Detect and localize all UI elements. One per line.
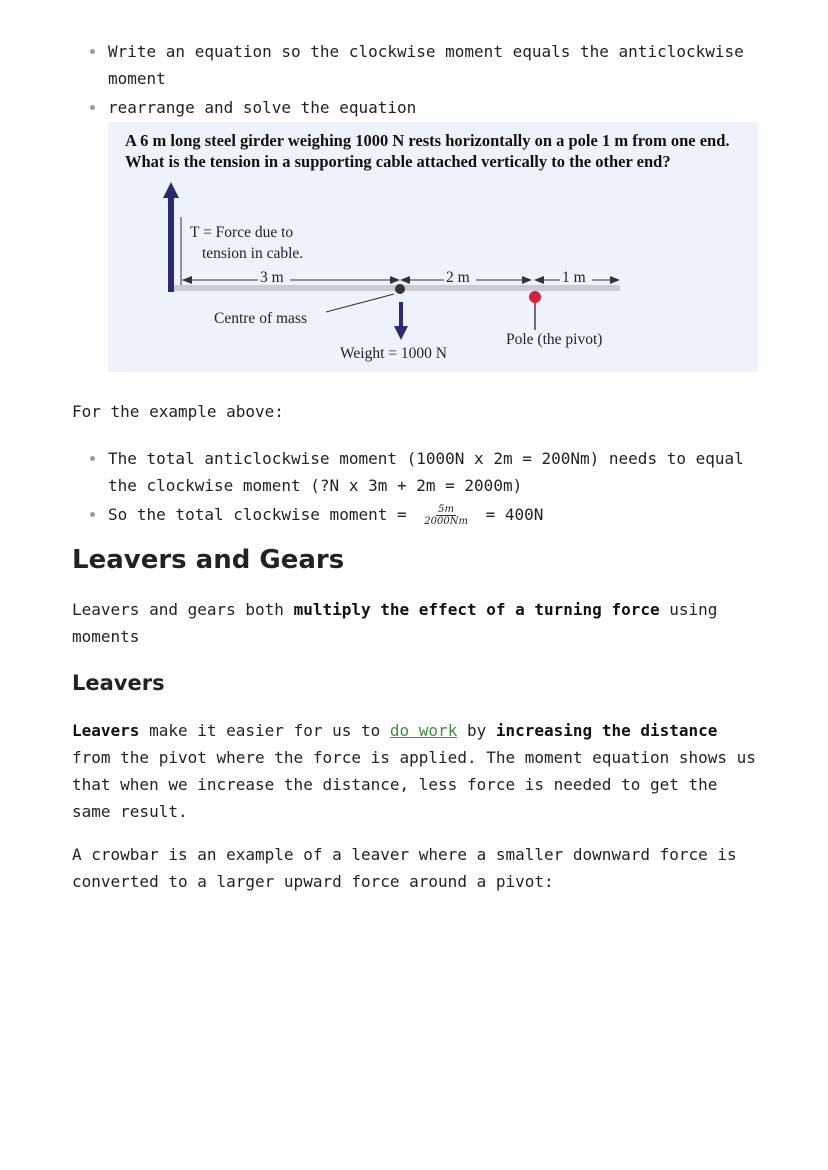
list-item: Write an equation so the clockwise moment equals the anticlockwise moment — [72, 38, 772, 92]
pole-label: Pole (the pivot) — [506, 331, 603, 348]
distance-bold-term: increasing the distance — [495, 721, 718, 740]
paragraph-text: by — [457, 721, 496, 740]
section-intro — [72, 596, 762, 650]
fraction-numerator: 5m — [438, 504, 455, 515]
paragraph-text: make it easier for us to — [139, 721, 390, 740]
leavers-paragraph — [72, 717, 762, 825]
intro-text-end: using moments — [72, 600, 718, 646]
clockwise-moment-result: = 400N — [485, 505, 544, 524]
dimension-2m: 2 m — [446, 269, 470, 286]
weight-label: Weight = 1000 N — [340, 345, 447, 362]
dimension-3m: 3 m — [260, 269, 284, 286]
intro-text: Leavers and gears both — [72, 600, 294, 619]
tension-arrow-shaft — [168, 194, 174, 292]
centre-of-mass-label: Centre of mass — [214, 310, 307, 327]
tension-label-line-2: tension in cable. — [202, 245, 304, 262]
fraction — [422, 504, 470, 527]
list-item: The total anticlockwise moment (1000N x 2m = 200Nm) needs to equal the clockwise moment (?N x 3m + 2m = 2000m) — [72, 445, 772, 499]
tension-label-line-1: T = Force due to — [190, 224, 294, 241]
example-intro: For the example above: — [72, 402, 284, 421]
list-item — [72, 501, 772, 528]
method-steps-list — [72, 38, 772, 123]
list-item: rearrange and solve the equation — [72, 94, 772, 121]
figure-question: A 6 m long steel girder weighing 1000 N rests horizontally on a pole 1 m from one end. What is the tension in a supporting cable attached vertically to the other end? — [125, 131, 730, 171]
do-work-link[interactable]: do work — [389, 721, 458, 740]
paragraph-text: from the pivot where the force is applied. The moment equation shows us that when we increase the distance, less force is needed to get the same result. — [72, 748, 756, 821]
dimension-1m: 1 m — [562, 269, 586, 286]
fraction-denominator: 2000Nm — [424, 516, 468, 527]
pivot-icon — [529, 291, 541, 303]
leavers-bold-term: Leavers — [72, 721, 140, 740]
girder-diagram-svg — [108, 122, 758, 372]
crowbar-paragraph: A crowbar is an example of a leaver where a smaller downward force is converted to a larger upward force around a pivot: — [72, 845, 737, 891]
centre-of-mass-point — [395, 284, 405, 294]
girder-diagram — [108, 122, 758, 372]
weight-arrow-head — [394, 326, 408, 340]
example-steps-list — [72, 445, 772, 530]
leavers-heading: Leavers — [72, 671, 165, 695]
girder-bar — [170, 285, 620, 291]
section-heading: Leavers and Gears — [72, 545, 345, 575]
tension-arrow-head — [163, 182, 179, 198]
clockwise-moment-prefix: So the total clockwise moment = — [108, 505, 407, 524]
intro-bold: multiply the effect of a turning force — [293, 600, 660, 619]
weight-arrow-shaft — [399, 302, 403, 328]
